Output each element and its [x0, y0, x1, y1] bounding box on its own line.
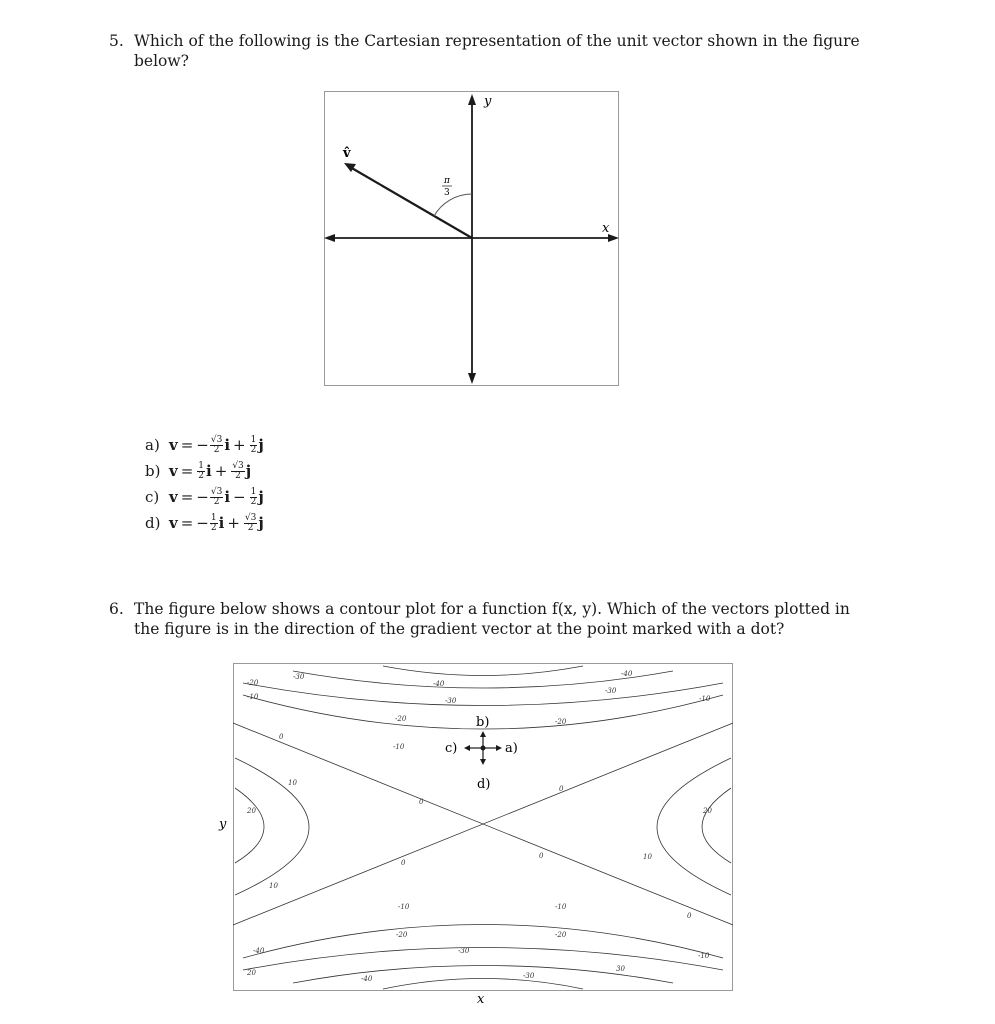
contour-label: -30 — [293, 673, 305, 681]
contour-label: -10 — [555, 903, 567, 911]
vector-symbol: v — [169, 488, 178, 506]
contour-right-1 — [657, 758, 731, 895]
coefficient-i-denominator: 2 — [210, 522, 217, 533]
coefficient-j-denominator: 2 — [235, 470, 241, 481]
contour-label: 0 — [559, 785, 564, 793]
contour-left-1 — [235, 758, 309, 895]
x-axis-label: x — [602, 221, 610, 236]
contour-label: -30 — [458, 947, 470, 955]
coefficient-j — [250, 488, 258, 507]
vector-a-label: a) — [505, 741, 518, 756]
coefficient-j-numerator: √3 — [232, 460, 244, 471]
question-5-number: 5. — [109, 32, 124, 50]
coefficient-i-numerator: √3 — [210, 486, 223, 497]
contour-bottom-4 — [383, 979, 583, 990]
contour-left-2 — [235, 788, 264, 863]
plot-frame — [234, 664, 733, 991]
contour-labels-sides — [246, 733, 712, 920]
option-label: b) — [145, 462, 161, 480]
sign-2: − — [233, 488, 246, 506]
contour-right-2 — [702, 788, 731, 863]
coefficient-j-denominator: 2 — [250, 496, 257, 507]
contour-plot-figure — [219, 663, 733, 1008]
vector-d-label: d) — [477, 777, 491, 792]
unit-i: i — [206, 462, 212, 480]
vector-symbol: v — [169, 462, 178, 480]
contour-label: -30 — [445, 697, 457, 705]
vector-b-arrowhead — [480, 731, 486, 737]
x-axis-arrow-left — [324, 234, 335, 242]
y-axis-label: y — [484, 94, 492, 109]
contour-top-3 — [293, 671, 673, 688]
question-5-text: Which of the following is the Cartesian representation of the unit vector shown in the figure below? — [134, 32, 860, 70]
coefficient-j-numerator: 1 — [250, 434, 257, 445]
option-label: d) — [145, 514, 161, 532]
coefficient-i-numerator: √3 — [210, 434, 223, 445]
vector-c-label: c) — [445, 741, 458, 756]
option-label: a) — [145, 436, 160, 454]
coefficient-i-numerator: 1 — [198, 460, 205, 471]
contour-label: 10 — [288, 779, 297, 787]
angle-label-denominator: 3 — [444, 188, 450, 198]
question-6-number: 6. — [109, 600, 124, 618]
contour-label: 0 — [279, 733, 284, 741]
contour-bottom-2 — [243, 925, 723, 959]
contour-label: -20 — [396, 931, 408, 939]
coefficient-i-denominator: 2 — [213, 444, 220, 455]
contour-label: 0 — [687, 912, 692, 920]
coefficient-j-numerator: √3 — [244, 512, 257, 523]
coefficient-i-denominator: 2 — [198, 470, 205, 481]
contour-label: 0 — [401, 859, 406, 867]
equals-sign: = — [180, 514, 194, 532]
contour-label: 10 — [643, 853, 652, 861]
y-axis-arrow-down — [468, 373, 476, 384]
unit-i: i — [224, 436, 231, 454]
vector-a-arrowhead — [496, 745, 502, 751]
unit-j: j — [245, 462, 252, 480]
contour-label: -30 — [523, 972, 535, 980]
x-axis-label: x — [477, 992, 485, 1007]
coefficient-i — [197, 462, 205, 481]
contour-label: -10 — [698, 952, 710, 960]
question-6 — [109, 599, 869, 639]
coefficient-i-denominator: 2 — [213, 496, 220, 507]
coefficient-j-denominator: 2 — [247, 522, 254, 533]
unit-vector-line — [350, 167, 472, 238]
contour-label: -40 — [361, 975, 373, 983]
sign-1: − — [196, 436, 209, 454]
unit-j: j — [258, 436, 264, 454]
vector-label: v̂ — [343, 146, 351, 161]
contour-label: 0 — [419, 798, 424, 806]
contour-label: -30 — [605, 687, 617, 695]
unit-i: i — [224, 488, 231, 506]
contour-bottom-1 — [243, 948, 723, 971]
coefficient-j — [231, 462, 244, 481]
option-c[interactable] — [145, 484, 264, 510]
contour-label: -40 — [253, 947, 265, 955]
vector-b-label: b) — [476, 715, 490, 730]
contour-label: 30 — [616, 965, 625, 973]
coefficient-j — [250, 436, 258, 455]
contour-labels-top — [247, 670, 711, 751]
coefficient-j-denominator: 2 — [250, 444, 257, 455]
equals-sign: = — [180, 488, 194, 506]
vector-c-arrowhead — [464, 745, 470, 751]
unit-j: j — [258, 488, 264, 506]
sign-2: + — [233, 436, 246, 454]
equals-sign: = — [180, 462, 194, 480]
contour-label: 10 — [269, 882, 278, 890]
sign-2: + — [227, 514, 240, 532]
coefficient-i — [210, 514, 218, 533]
unit-i: i — [218, 514, 225, 532]
contour-label: 20 — [703, 807, 712, 815]
angle-arc — [434, 194, 472, 216]
unit-vector-figure — [324, 91, 619, 386]
contour-label: -10 — [398, 903, 410, 911]
coefficient-i-numerator: 1 — [210, 512, 217, 523]
vector-symbol: v — [169, 436, 178, 454]
coefficient-j-numerator: 1 — [250, 486, 257, 497]
contour-label: -40 — [433, 680, 445, 688]
contour-label: -10 — [247, 693, 259, 701]
contour-label: 20 — [247, 807, 256, 815]
coefficient-i — [210, 488, 223, 507]
contour-labels-bottom — [246, 903, 710, 983]
option-d[interactable] — [145, 510, 264, 536]
equals-sign: = — [180, 436, 194, 454]
option-a[interactable] — [145, 432, 264, 458]
coefficient-j — [244, 514, 257, 533]
contour-label: -10 — [699, 695, 711, 703]
question-6-text: The figure below shows a contour plot for a function f(x, y). Which of the vectors plotted in the figure is in the direction of the gradient vector at the point marked with a dot? — [134, 600, 850, 638]
sign-1: − — [196, 514, 209, 532]
y-axis-arrow-up — [468, 94, 476, 105]
contour-label: -20 — [247, 679, 259, 687]
y-axis-label: y — [219, 817, 227, 832]
contour-label: -20 — [395, 715, 407, 723]
contour-label: -20 — [555, 718, 567, 726]
unit-j: j — [258, 514, 264, 532]
vector-d-arrowhead — [480, 759, 486, 765]
contour-label: -40 — [621, 670, 633, 678]
sign-1: − — [196, 488, 209, 506]
contour-top-4 — [383, 666, 583, 676]
contour-label: -10 — [393, 743, 405, 751]
x-axis-arrow-right — [608, 234, 619, 242]
contour-label: -20 — [555, 931, 567, 939]
answer-options — [145, 432, 264, 536]
coefficient-i — [210, 436, 223, 455]
sign-2: + — [214, 462, 228, 480]
contour-top-1 — [243, 683, 723, 706]
option-label: c) — [145, 488, 160, 506]
vector-symbol: v — [169, 514, 178, 532]
contour-label: 0 — [539, 852, 544, 860]
option-b[interactable] — [145, 458, 264, 484]
vectors-at-point — [445, 715, 518, 792]
question-5 — [109, 31, 869, 71]
angle-label-numerator: π — [444, 176, 450, 186]
contour-label: 20 — [247, 969, 256, 977]
